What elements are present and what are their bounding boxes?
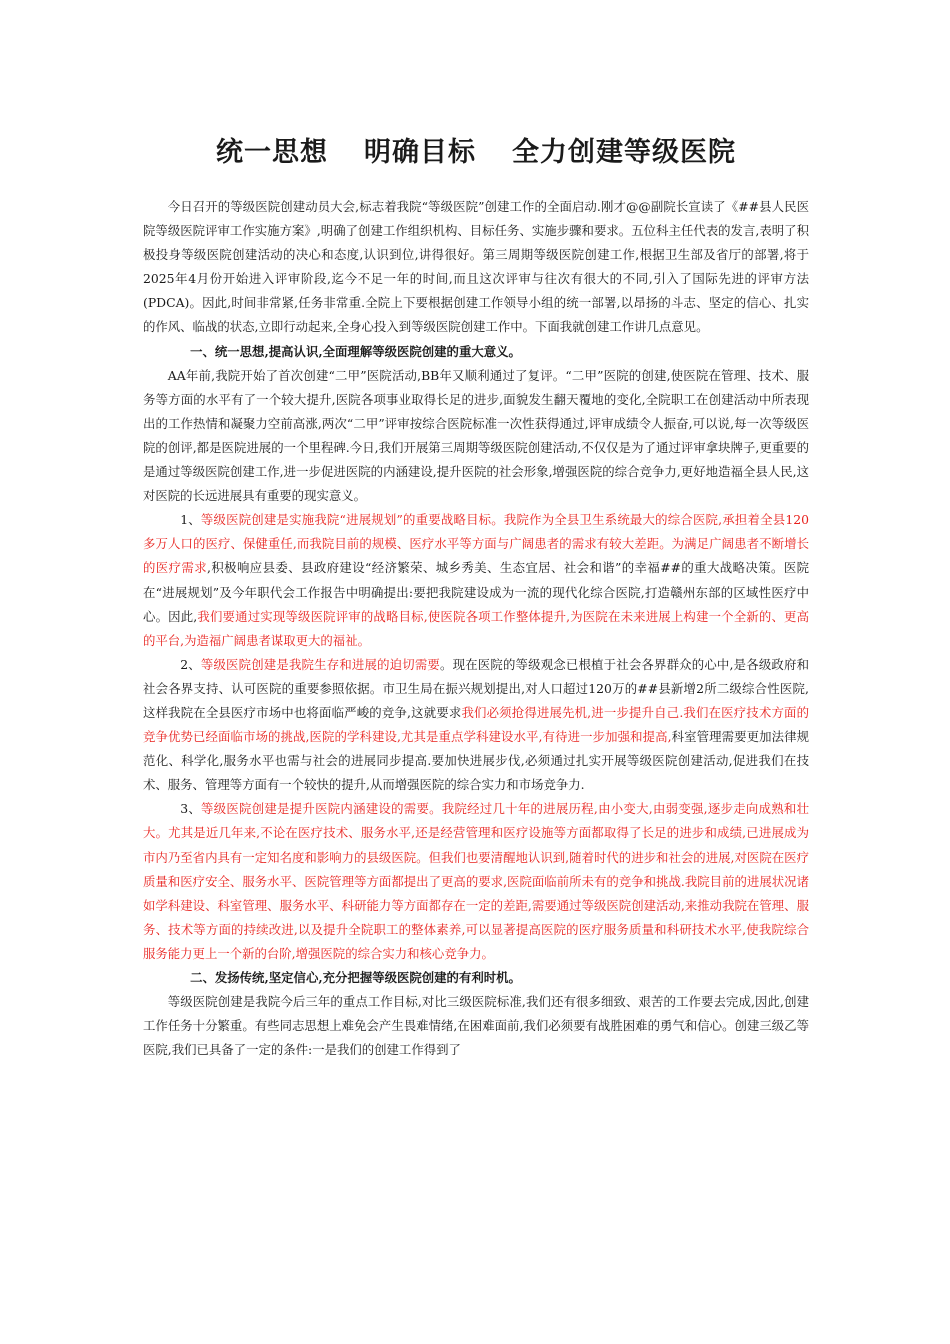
document-title xyxy=(143,130,809,169)
item-number-1: 1、 xyxy=(180,512,201,528)
document-body xyxy=(143,195,809,1062)
paragraph-4 xyxy=(143,797,809,966)
normal-text: 科室管理需要更加法律规范化、科学化,服务水平也需与社会的进展同步提高.要加快进展步伐,必须通过扎实开展等级医院创建活动,促进我们在技术、服务、管理等方面有一个较快的提升,从而增强医院的综合实力和市场竞争力. xyxy=(143,729,809,793)
highlight-text: 我们要通过实现等级医院评审的战略目标,使医院各项工作整体提升,为医院在未来进展上构建一个全新的、更高的平台,为造福广阔患者谋取更大的福祉。 xyxy=(143,608,809,648)
title-part-2: 明确目标 xyxy=(364,137,476,168)
highlight-text: 等级医院创建是我院生存和进展的迫切需要 xyxy=(200,656,441,672)
highlight-text: 等级医院创建是实施我院“进展规划”的重要战略目标。我院作为全县卫生系统最大的综合医院,承担着全县120多万人口的医疗、保健重任,而我院目前的规模、医疗水平等方面与广阔患者的需求有较大差距。为满足广阔患者不断增长的医疗需求 xyxy=(143,512,809,576)
title-part-1: 统一思想 xyxy=(216,137,328,168)
paragraph-5: 等级医院创建是我院今后三年的重点工作目标,对比三级医院标准,我们还有很多细致、艰苦的工作要去完成,因此,创建工作任务十分繁重。有些同志思想上难免会产生畏难情绪,在困难面前,我们必须要有战胜困难的勇气和信心。创建三级乙等医院,我们已具备了一定的条件:一是我们的创建工作得到了 xyxy=(143,994,809,1058)
item-number-3: 3、 xyxy=(180,801,202,817)
paragraph-1: AA年前,我院开始了首次创建“二甲”医院活动,BB年又顺利通过了复评。“二甲”医院的创建,使医院在管理、技术、服务等方面的水平有了一个较大提升,医院各项事业取得长足的进步,面貌发生翻天覆地的变化,全院职工在创建活动中所表现出的工作热情和凝聚力空前高涨,两次“二甲”评审按综合医院标准一次性获得通过,评审成绩令人振奋,可以说,每一次等级医院的创评,都是医院进展的一个里程碑.今日,我们开展第三周期等级医院创建活动,不仅仅是为了通过评审拿块牌子,更重要的是通过等级医院创建工作,进一步促进医院的内涵建设,提升医院的社会形象,增强医院的综合竞争力,更好地造福全县人民,这对医院的长远进展具有重要的现实意义。 xyxy=(143,367,809,504)
normal-text: ,积极响应县委、县政府建设“经济繁荣、城乡秀美、生态宜居、社会和谐”的幸福##的重大战略决策。医院在“进展规划”及今年职代会工作报告中明确提出:要把我院建设成为一流的现代化综合医院,打造赣州东部的区域性医疗中心。因此, xyxy=(143,560,810,624)
normal-text: 。现在医院的等级观念已根植于社会各界群众的心中,是各级政府和社会各界支持、认可医院的重要参照依据。市卫生局在振兴规划提出,对人口超过120万的##县新增2所二级综合性医院,这样我院在全县医疗市场中也将面临严峻的竞争,这就要求 xyxy=(143,656,809,720)
title-part-3: 全力创建等级医院 xyxy=(512,137,736,168)
item-number-2: 2、 xyxy=(180,656,201,672)
highlight-text: 我们必须抢得进展先机,进一步提升自己.我们在医疗技术方面的竞争优势已经面临市场的挑战,医院的学科建设,尤其是重点学科建设水平,有待进一步加强和提高, xyxy=(143,704,809,745)
intro-paragraph: 今日召开的等级医院创建动员大会,标志着我院“等级医院”创建工作的全面启动.刚才@@副院长宣读了《##县人民医院等级医院评审工作实施方案》,明确了创建工作组织机构、目标任务、实施步骤和要求。五位科主任代表的发言,表明了积极投身等级医院创建活动的决心和态度,认识到位,讲得很好。第三周期等级医院创建工作,根据卫生部及省厅的部署,将于2025年4月份开始进入评审阶段,迄今不足一年的时间,而且这次评审与往次有很大的不同,引入了国际先进的评审方法(PDCA)。因此,时间非常紧,任务非常重.全院上下要根据创建工作领导小组的统一部署,以昂扬的斗志、坚定的信心、扎实的作风、临战的状态,立即行动起来,全身心投入到等级医院创建工作中。下面我就创建工作讲几点意见。 xyxy=(143,199,809,335)
highlight-text: 等级医院创建是提升医院内涵建设的需要。我院经过几十年的进展历程,由小变大,由弱变强,逐步走向成熟和壮大。尤其是近几年来,不论在医疗技术、服务水平,还是经营管理和医疗设施等方面都取得了长足的进步和成绩,已进展成为市内乃至省内具有一定知名度和影响力的县级医院。但我们也要清醒地认识到,随着时代的进步和社会的进展,对医院在医疗质量和医疗安全、服务水平、医院管理等方面都提出了更高的要求,医院面临前所未有的竞争和挑战.我院目前的进展状况诸如学科建设、科室管理、服务水平、科研能力等方面都存在一定的差距,需要通过等级医院创建活动,来推动我院在管理、服务、技术等方面的持续改进,以及提升全院职工的整体素养,可以显著提高医院的医疗服务质量和科研技术水平,使我院综合服务能力更上一个新的台阶,增强医院的综合实力和核心竞争力。 xyxy=(143,801,809,961)
section-heading-1: 一、统一思想,提高认识,全面理解等级医院创建的重大意义。 xyxy=(190,343,521,359)
section-heading-2: 二、发扬传统,坚定信心,充分把握等级医院创建的有利时机。 xyxy=(190,970,521,985)
paragraph-2 xyxy=(143,508,809,653)
paragraph-3 xyxy=(143,653,809,798)
